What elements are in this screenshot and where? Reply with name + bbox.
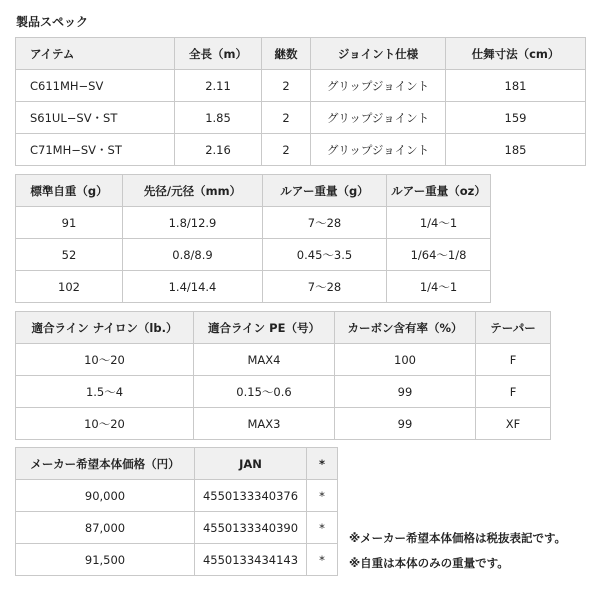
pieces-cell: 2 [262, 70, 311, 102]
price-table [15, 447, 338, 576]
table-header-row [16, 175, 491, 207]
pieces-cell: 2 [262, 102, 311, 134]
nylon-cell: 10〜20 [16, 344, 194, 376]
jan-cell: 4550133434143 [195, 544, 307, 576]
closed-length-cell: 159 [446, 102, 586, 134]
table-header-row [16, 448, 338, 480]
weight-table [15, 174, 491, 303]
joint-cell: グリップジョイント [311, 70, 446, 102]
jan-cell: 4550133340390 [195, 512, 307, 544]
lure-g-cell: 7〜28 [263, 271, 387, 303]
table-row [16, 102, 586, 134]
mark-cell: * [307, 544, 338, 576]
table-row [16, 70, 586, 102]
weight-cell: 91 [16, 207, 123, 239]
carbon-cell: 100 [335, 344, 476, 376]
table-header-row [16, 312, 551, 344]
closed-length-cell: 181 [446, 70, 586, 102]
price-cell: 91,500 [16, 544, 195, 576]
pe-cell: MAX3 [194, 408, 335, 440]
header-cell: * [307, 448, 338, 480]
jan-cell: 4550133340376 [195, 480, 307, 512]
taper-cell: XF [476, 408, 551, 440]
item-cell: C71MH−SV・ST [16, 134, 175, 166]
carbon-cell: 99 [335, 376, 476, 408]
lure-g-cell: 0.45〜3.5 [263, 239, 387, 271]
joint-cell: グリップジョイント [311, 102, 446, 134]
table-header-row [16, 38, 586, 70]
line-table [15, 311, 551, 440]
table-row [16, 239, 491, 271]
weight-note: ※自重は本体のみの重量です。 [349, 556, 509, 570]
carbon-cell: 99 [335, 408, 476, 440]
diameter-cell: 1.4/14.4 [123, 271, 263, 303]
nylon-cell: 1.5〜4 [16, 376, 194, 408]
price-cell: 90,000 [16, 480, 195, 512]
pe-cell: 0.15〜0.6 [194, 376, 335, 408]
length-cell: 1.85 [175, 102, 262, 134]
nylon-cell: 10〜20 [16, 408, 194, 440]
pieces-cell: 2 [262, 134, 311, 166]
header-cell: JAN [195, 448, 307, 480]
diameter-cell: 0.8/8.9 [123, 239, 263, 271]
header-cell: カーボン含有率（%） [335, 312, 476, 344]
header-cell: 適合ライン PE（号） [194, 312, 335, 344]
taper-cell: F [476, 344, 551, 376]
header-cell: メーカー希望本体価格（円） [16, 448, 195, 480]
table-row [16, 271, 491, 303]
spec-table [15, 37, 586, 166]
header-cell: 仕舞寸法（cm） [446, 38, 586, 70]
mark-cell: * [307, 480, 338, 512]
header-cell: 適合ライン ナイロン（lb.） [16, 312, 194, 344]
table-row [16, 512, 338, 544]
lure-g-cell: 7〜28 [263, 207, 387, 239]
table-row [16, 376, 551, 408]
header-cell: 標準自重（g） [16, 175, 123, 207]
page-title: 製品スペック [16, 15, 89, 29]
item-cell: C611MH−SV [16, 70, 175, 102]
header-cell: 継数 [262, 38, 311, 70]
header-cell: アイテム [16, 38, 175, 70]
taper-cell: F [476, 376, 551, 408]
closed-length-cell: 185 [446, 134, 586, 166]
table-row [16, 207, 491, 239]
table-row [16, 134, 586, 166]
lure-oz-cell: 1/4〜1 [387, 207, 491, 239]
length-cell: 2.11 [175, 70, 262, 102]
header-cell: ジョイント仕様 [311, 38, 446, 70]
header-cell: 先径/元径（mm） [123, 175, 263, 207]
price-cell: 87,000 [16, 512, 195, 544]
weight-cell: 102 [16, 271, 123, 303]
length-cell: 2.16 [175, 134, 262, 166]
header-cell: ルアー重量（g） [263, 175, 387, 207]
pe-cell: MAX4 [194, 344, 335, 376]
weight-cell: 52 [16, 239, 123, 271]
lure-oz-cell: 1/64〜1/8 [387, 239, 491, 271]
header-cell: 全長（m） [175, 38, 262, 70]
diameter-cell: 1.8/12.9 [123, 207, 263, 239]
tax-note: ※メーカー希望本体価格は税抜表記です。 [349, 531, 567, 545]
mark-cell: * [307, 512, 338, 544]
table-row [16, 480, 338, 512]
joint-cell: グリップジョイント [311, 134, 446, 166]
header-cell: ルアー重量（oz） [387, 175, 491, 207]
header-cell: テーパー [476, 312, 551, 344]
lure-oz-cell: 1/4〜1 [387, 271, 491, 303]
table-row [16, 344, 551, 376]
table-row [16, 408, 551, 440]
table-row [16, 544, 338, 576]
item-cell: S61UL−SV・ST [16, 102, 175, 134]
